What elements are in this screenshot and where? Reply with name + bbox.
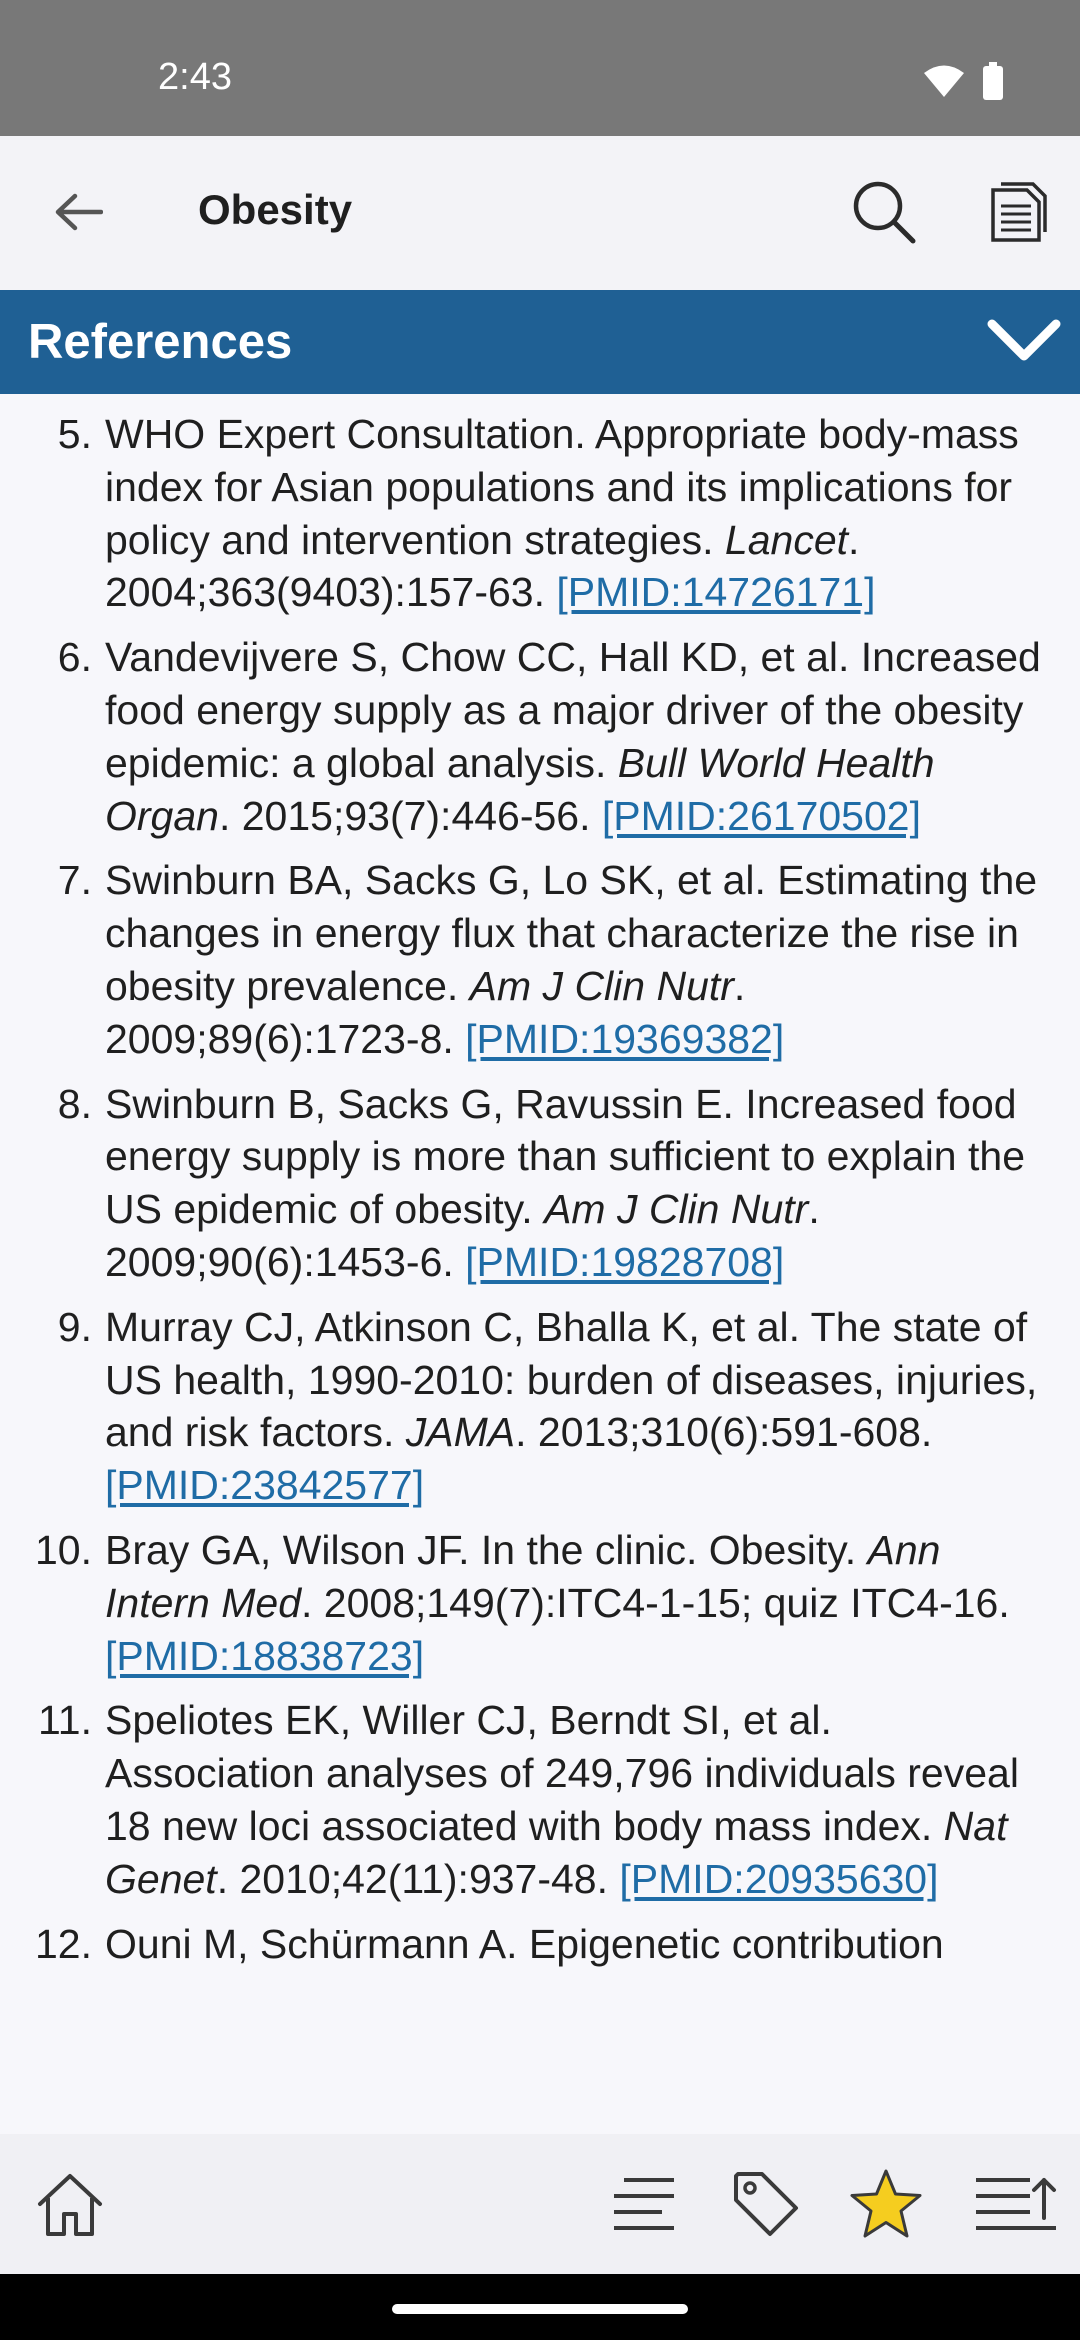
pmid-link[interactable]: [PMID:14726171]	[556, 569, 876, 616]
search-icon	[851, 179, 917, 250]
reference-item	[0, 631, 1080, 842]
star-icon	[848, 2168, 924, 2245]
pmid-link[interactable]: [PMID:19369382]	[465, 1015, 785, 1062]
reference-citation: . 2009;89(6):1723-8.	[105, 962, 746, 1062]
related-topics-button[interactable]	[974, 2164, 1058, 2248]
bottom-toolbar	[0, 2134, 1080, 2274]
table-of-contents-button[interactable]	[602, 2164, 686, 2248]
reference-journal: Nat Genet	[105, 1802, 1008, 1902]
reference-citation: . 2013;310(6):591-608.	[515, 1409, 933, 1456]
wifi-icon	[924, 64, 964, 103]
reference-journal: Am J Clin Nutr	[469, 962, 734, 1009]
reference-text: WHO Expert Consultation. Appropriate body-mass index for Asian populations and its implications for policy and intervention strategies.	[105, 411, 1019, 563]
reference-number: 5.	[57, 411, 92, 457]
reference-text: Swinburn BA, Sacks G, Lo SK, et al. Estimating the changes in energy flux that characterize the rise in obesity prevalence.	[105, 857, 1038, 1009]
section-title: References	[28, 315, 293, 369]
pmid-link[interactable]: [PMID:20935630]	[619, 1855, 939, 1902]
reference-citation: . 2009;90(6):1453-6.	[105, 1186, 820, 1285]
favorite-button[interactable]	[844, 2164, 928, 2248]
reference-item	[0, 1918, 1080, 1971]
app-bar	[0, 136, 1080, 290]
tag-icon	[730, 2168, 802, 2245]
reference-item	[0, 1301, 1080, 1512]
pmid-link[interactable]: [PMID:19828708]	[465, 1238, 785, 1285]
pmid-link[interactable]: [PMID:26170502]	[601, 792, 921, 839]
tag-button[interactable]	[724, 2164, 808, 2248]
reference-citation: . 2015;93(7):446-56.	[218, 792, 602, 839]
battery-icon	[982, 62, 1004, 105]
reference-citation: . 2008;149(7):ITC4-1-15; quiz ITC4-16.	[301, 1579, 1010, 1626]
reference-number: 12.	[35, 1920, 92, 1967]
status-time: 2:43	[158, 56, 232, 98]
pmid-link[interactable]: [PMID:18838723]	[105, 1632, 425, 1679]
home-gesture-handle[interactable]	[392, 2304, 688, 2314]
reference-item	[0, 1078, 1080, 1289]
reference-item	[0, 408, 1080, 619]
page-title: Obesity	[198, 186, 353, 233]
reference-journal: Bull World Health Organ	[105, 739, 935, 839]
status-icons	[924, 62, 1004, 105]
reference-text: Swinburn B, Sacks G, Ravussin E. Increased food energy supply is more than sufficient to explain the US epidemic of obesity.	[105, 1080, 1025, 1233]
reference-journal: Lancet	[724, 516, 849, 563]
reference-text: Murray CJ, Atkinson C, Bhalla K, et al. The state of US health, 1990-2010: burden of diseases, injuries, and risk factors.	[105, 1303, 1038, 1456]
reference-citation: . 2010;42(11):937-48.	[216, 1855, 620, 1902]
reference-number: 7.	[57, 857, 92, 904]
home-icon	[34, 2168, 106, 2245]
references-list	[0, 394, 1080, 2134]
status-bar	[0, 0, 1080, 136]
references-header[interactable]	[0, 290, 1080, 394]
reference-text: Bray GA, Wilson JF. In the clinic. Obesity.	[105, 1526, 868, 1573]
arrow-left-icon	[53, 192, 103, 237]
reference-text: Vandevijvere S, Chow CC, Hall KD, et al. Increased food energy supply as a major driver of the obesity epidemic: a global analysis.	[105, 634, 1041, 786]
outline-button[interactable]	[980, 174, 1056, 254]
pmid-link[interactable]: [PMID:23842577]	[105, 1462, 425, 1509]
document-list-icon	[989, 180, 1047, 249]
reference-text: Ouni M, Schürmann A. Epigenetic contribution	[105, 1920, 944, 1967]
reference-item	[0, 1694, 1080, 1905]
reference-item	[0, 854, 1080, 1065]
reference-text: Speliotes EK, Willer CJ, Berndt SI, et al. Association analyses of 249,796 individuals reveal 18 new loci associated with body mass index.	[105, 1697, 1019, 1849]
reference-citation: . 2004;363(9403):157-63.	[105, 516, 860, 616]
reference-journal: Ann Intern Med	[105, 1526, 941, 1626]
reference-number: 10.	[35, 1526, 92, 1573]
reference-item	[0, 1524, 1080, 1682]
reference-number: 8.	[57, 1080, 92, 1127]
reference-journal: JAMA	[405, 1409, 516, 1456]
reference-journal: Am J Clin Nutr	[544, 1186, 809, 1233]
collapse-button[interactable]	[984, 310, 1064, 374]
navigation-bar	[0, 2274, 1080, 2340]
back-button[interactable]	[40, 176, 116, 252]
home-button[interactable]	[28, 2164, 112, 2248]
reference-number: 6.	[57, 634, 92, 681]
reference-number: 9.	[57, 1303, 92, 1350]
related-topics-icon	[974, 2172, 1058, 2241]
table-of-contents-icon	[610, 2172, 678, 2241]
reference-number: 11.	[38, 1697, 92, 1744]
search-button[interactable]	[846, 176, 922, 252]
chevron-down-icon	[987, 318, 1061, 367]
